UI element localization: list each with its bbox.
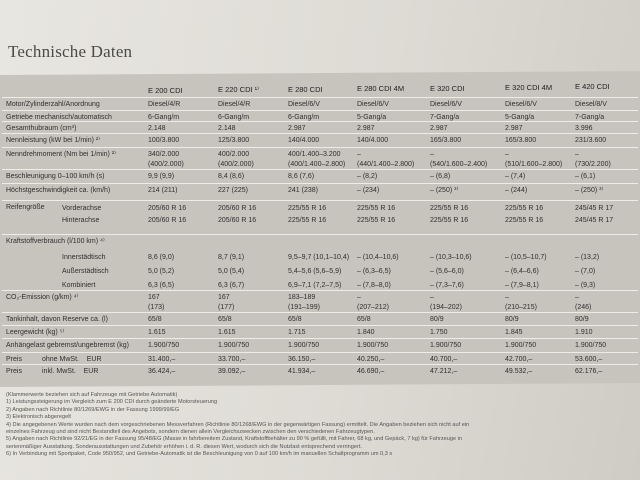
table-cell: 165/3.800 [430, 136, 462, 144]
table-cell: 33.700,– [218, 355, 246, 363]
footnote-line: 2) Angaben nach Richtlinie 80/1269/EWG in der Fassung 1999/99/EG [6, 406, 180, 413]
table-cell: 65/8 [148, 316, 162, 323]
page-title: Technische Daten [8, 42, 133, 61]
table-cell: 2.148 [148, 125, 166, 133]
table-row [2, 133, 638, 147]
table-cell: 46.690,– [357, 368, 385, 376]
table-cell: 80/9 [505, 316, 519, 323]
table-cell: 1.615 [148, 328, 166, 336]
table-cell: 5-Gang/a [357, 113, 387, 121]
footnote-line: (Klammerwerte beziehen sich auf Fahrzeuge mit Getriebe Automatik) [6, 392, 178, 398]
table-cell: – (210–215) [505, 294, 537, 312]
table-cell: Diesel/6/V [288, 101, 320, 108]
table-cell: 167 (173) [148, 294, 165, 312]
table-cell: – (7,4) [505, 173, 526, 180]
column-header: E 200 CDI [148, 86, 183, 95]
table-cell: 8,4 (8,6) [218, 173, 245, 180]
table-cell: 1.900/750 [505, 342, 537, 350]
row-label: CO₂-Emission (g/km) ⁴⁾ [6, 294, 79, 302]
table-cell: 245/45 R 17 245/45 R 17 [575, 205, 614, 225]
table-cell: Diesel/4/R [218, 101, 251, 108]
table-cell: 140/4.000 [357, 136, 389, 144]
table-cell: 1.615 [218, 328, 236, 336]
row-label: Beschleunigung 0–100 km/h (s) [6, 173, 105, 180]
row-label: Reifengröße [6, 204, 45, 212]
table-row [2, 325, 638, 339]
table-cell: 241 (238) [288, 186, 318, 194]
table-cell: – (6,1) [575, 173, 596, 180]
footnote-line: 3) Elektronisch abgeregelt [6, 414, 71, 421]
column-header: E 320 CDI 4M [505, 83, 553, 92]
table-cell: Diesel/8/V [575, 101, 607, 108]
table-cell: – (10,4–10,6) – (6,3–6,5) – (7,8–8,0) [357, 253, 399, 289]
row-label: Kraftstoffverbrauch (l/100 km) ⁴⁾ [6, 237, 105, 245]
table-cell: 41.934,– [288, 368, 316, 376]
table-cell: 80/9 [575, 316, 589, 323]
table-cell: 7-Gang/a [430, 113, 460, 121]
table-cell: – (540/1.600–2.400) [430, 151, 488, 169]
table-cell: 6-Gang/m [218, 113, 250, 121]
table-cell: 49.532,– [505, 368, 533, 376]
row-label: Nennleistung (kW bei 1/min) ²⁾ [6, 136, 100, 144]
row-label: Gesamthubraum (cm³) [6, 125, 77, 133]
table-cell: – (207–212) [357, 294, 389, 312]
table-cell: 1.750 [430, 328, 448, 336]
table-cell: 227 (225) [218, 186, 248, 194]
table-cell: – (440/1.400–2.800) [357, 151, 415, 169]
row-label: Tankinhalt, davon Reserve ca. (l) [6, 316, 108, 323]
row-sublabel: Vorderachse Hinterachse [62, 205, 102, 225]
footnote-line: 1) Leistungssteigerung im Vergleich zum E 200 CDI durch geänderte Motorsteuerung [6, 399, 218, 406]
column-header: E 420 CDI [575, 82, 610, 92]
table-row [2, 169, 638, 183]
table-cell: 1.900/750 [218, 342, 250, 350]
table-cell: 40.250,– [357, 355, 385, 363]
table-cell: 2.987 [505, 125, 523, 133]
table-cell: 1.900/750 [148, 342, 180, 350]
table-cell: 400/2.000 (400/2.000) [218, 151, 254, 169]
table-cell: 2.987 [288, 125, 306, 133]
row-label: Preis [6, 355, 22, 363]
table-cell: 1.845 [505, 328, 523, 336]
column-header: E 320 CDI [430, 83, 465, 93]
table-cell: – (6,8) [430, 173, 451, 180]
table-cell: 3.996 [575, 125, 593, 133]
table-cell: 53.600,– [575, 355, 603, 363]
table-cell: 6-Gang/m [288, 113, 320, 121]
table-cell: 47.212,– [430, 368, 458, 376]
table-cell: 1.715 [288, 328, 306, 336]
table-cell: 36.150,– [288, 355, 316, 363]
row-label: Motor/Zylinderzahl/Anordnung [6, 101, 100, 108]
table-cell: 65/8 [288, 316, 302, 323]
footnote-line: einzelnes Fahrzeug und sind nicht Bestandteil des Angebots, sondern dienen allein Vergleichszwecken zwischen den verschiedenen Fahrzeugtypen. [6, 429, 375, 436]
row-label: Anhängelast gebremst/ungebremst (kg) [6, 342, 129, 350]
footnote-line: 5) Angaben nach Richtlinie 92/21/EG in der Fassung 95/48/EG (Masse in fahrbereitem Zustand, Kraftstoffbehälter zu 90 % gefüllt, mit Fahrer, 68 kg, und Gepäck, 7 kg) für Fahrzeuge in [6, 436, 463, 443]
table-cell: 214 (211) [148, 186, 178, 194]
column-header: E 280 CDI [288, 84, 323, 94]
table-cell: 6-Gang/m [148, 113, 180, 121]
footnote-line: serienmäßiger Ausstattung. Sonderausstattungen und Zubehör erhöhen i. d. R. diesen Wert, wodurch sich die Nutzlast entsprechend verringert. [6, 443, 362, 450]
row-label: Nenndrehmoment (Nm bei 1/min) ²⁾ [6, 151, 116, 159]
table-cell: 80/9 [430, 316, 444, 323]
table-cell: 225/55 R 16 225/55 R 16 [357, 205, 396, 225]
table-cell: – (250) ³⁾ [430, 186, 459, 194]
row-label: Leergewicht (kg) ⁵⁾ [6, 328, 65, 336]
table-cell: – (250) ³⁾ [575, 186, 604, 194]
table-cell: 8,6 (9,0) 5,0 (5,2) 6,3 (6,5) [148, 253, 175, 289]
table-cell: 400/1.400–3.200 (400/1.400–2.800) [288, 151, 346, 169]
row-sublabel: ohne MwSt. EUR [42, 355, 102, 363]
table-cell: 65/8 [218, 316, 232, 323]
table-cell: 225/55 R 16 225/55 R 16 [505, 205, 544, 225]
table-cell: 9,5–9,7 (10,1–10,4) 5,4–5,6 (5,6–5,9) 6,9–7,1 (7,2–7,5) [288, 253, 350, 289]
table-cell: 5-Gang/a [505, 113, 535, 121]
table-cell: – (510/1.600–2.800) [505, 151, 563, 169]
footnotes [6, 392, 634, 459]
row-sublabel: inkl. MwSt. EUR [42, 368, 99, 376]
table-cell: 165/3.800 [505, 136, 537, 144]
row-label: Höchstgeschwindigkeit ca. (km/h) [6, 186, 111, 194]
table-row [2, 364, 638, 378]
table-cell: Diesel/4/R [148, 101, 181, 108]
table-cell: 42.700,– [505, 355, 533, 363]
table-cell: 1.910 [575, 328, 593, 336]
table-cell: – (10,3–10,6) – (5,6–6,0) – (7,3–7,6) [430, 253, 472, 289]
table-cell: 100/3.800 [148, 136, 180, 144]
table-cell: 1.840 [357, 328, 375, 336]
table-cell: – (244) [505, 186, 528, 194]
table-cell: Diesel/6/V [505, 101, 537, 108]
footnote-line: 4) Die angegebenen Werte wurden nach dem vorgeschriebenen Messverfahren (Richtlinie 80/1268/EWG in der gegenwärtigen Fassung) ermittelt. Die Angaben beziehen sich nicht auf ein [6, 421, 470, 428]
table-cell: 1.900/750 [430, 342, 462, 350]
table-cell: 2.148 [218, 125, 236, 133]
table-cell: 2.987 [357, 125, 375, 133]
table-row [2, 234, 638, 289]
table-cell: 225/55 R 16 225/55 R 16 [430, 205, 469, 225]
table-cell: 8,6 (7,6) [288, 173, 315, 180]
table-cell: 65/8 [357, 316, 371, 323]
table-cell: 125/3.800 [218, 136, 250, 144]
column-header: E 220 CDI ¹⁾ [218, 85, 260, 95]
table-row [2, 200, 638, 231]
table-row [2, 338, 638, 352]
table-cell: 62.176,– [575, 368, 603, 376]
table-cell: 167 (177) [218, 294, 235, 312]
footnote-line: 6) In Verbindung mit Sportpaket, Code 950/952, und Getriebe-Automatik ist die Beschleunigung von 0 auf 100 km/h im manuellen Schaltprogramm um 0,3 s [6, 451, 393, 458]
table-row [2, 183, 638, 199]
table-cell: – (10,5–10,7) – (6,4–6,6) – (7,9–8,1) [505, 253, 547, 289]
table-cell: – (8,2) [357, 173, 378, 180]
table-cell: 183–189 (191–199) [288, 294, 320, 312]
table-cell: 225/55 R 16 225/55 R 16 [288, 205, 327, 225]
table-cell: 8,7 (9,1) 5,0 (5,4) 6,3 (6,7) [218, 253, 245, 289]
table-cell: – (13,2) – (7,0) – (9,3) [575, 253, 600, 289]
table-cell: 231/3.600 [575, 136, 607, 144]
table-cell: 31.400,– [148, 355, 176, 363]
table-cell: Diesel/6/V [357, 101, 389, 108]
table-cell: – (246) [575, 294, 592, 312]
row-label: Preis [6, 368, 22, 376]
table-cell: 39.092,– [218, 368, 246, 376]
table-cell: 1.900/750 [575, 342, 607, 350]
table-cell: – (194–202) [430, 294, 462, 312]
table-row [2, 312, 638, 325]
table-cell: 40.700,– [430, 355, 458, 363]
table-cell: 205/60 R 16 205/60 R 16 [148, 205, 187, 225]
column-header: E 280 CDI 4M [357, 84, 405, 94]
table-row [2, 290, 638, 311]
table-cell: 340/2.000 (400/2.000) [148, 151, 184, 169]
table-cell: 1.900/750 [357, 342, 389, 350]
table-row [2, 147, 638, 170]
table-cell: 140/4.000 [288, 136, 320, 144]
table-cell: 1.900/750 [288, 342, 320, 350]
table-cell: 36.424,– [148, 368, 176, 376]
table-cell: – (234) [357, 186, 380, 194]
table-cell: Diesel/6/V [430, 101, 462, 108]
table-cell: – (730/2.200) [575, 151, 611, 169]
row-sublabel: Innerstädtisch Außerstädtisch Kombiniert [62, 253, 109, 289]
table-cell: 9,9 (9,9) [148, 173, 175, 180]
table-cell: 2.987 [430, 125, 448, 133]
table-cell: 7-Gang/a [575, 113, 605, 121]
table-cell: 205/60 R 16 205/60 R 16 [218, 205, 257, 225]
row-label: Getriebe mechanisch/automatisch [6, 113, 112, 121]
